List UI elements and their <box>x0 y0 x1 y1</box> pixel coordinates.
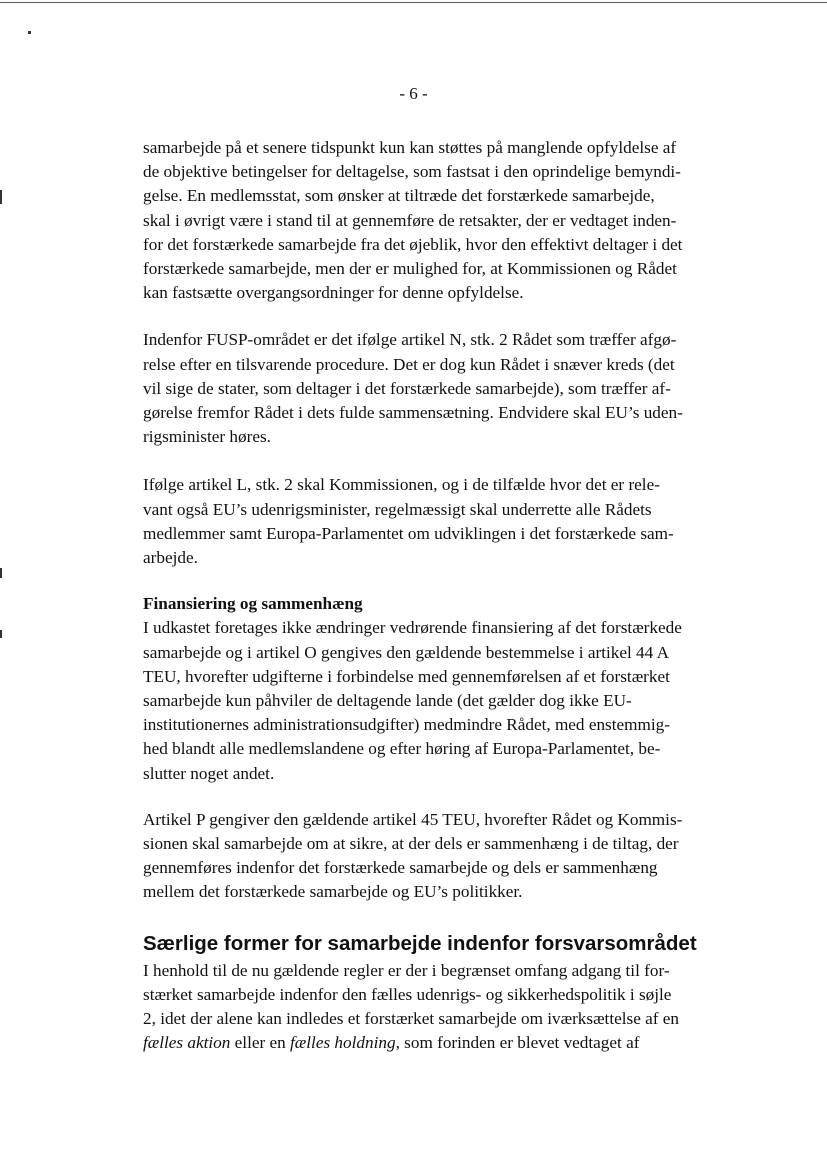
text-line: samarbejde kun påhviler de deltagende lande (det gælder dog ikke EU- <box>143 691 632 711</box>
scan-top-border <box>0 2 827 3</box>
text-line: institutionernes administrationsudgifter) medmindre Rådet, med enstemmig- <box>143 715 670 735</box>
text-line: for det forstærkede samarbejde fra det øjeblik, hvor den effektivt deltager i det <box>143 234 683 254</box>
scan-edge-mark <box>0 630 2 638</box>
paragraph <box>143 959 743 1056</box>
text-fragment: eller en <box>230 1033 291 1053</box>
text-line: samarbejde og i artikel O gengives den gældende bestemmelse i artikel 44 A <box>143 642 669 662</box>
subheading: Finansiering og sammenhæng <box>143 594 363 614</box>
text-line: mellem det forstærkede samarbejde og EU’s politikker. <box>143 882 523 902</box>
text-line: rigsminister høres. <box>143 427 271 447</box>
text-fragment: , som forinden er blevet vedtaget af <box>395 1033 640 1053</box>
paragraph <box>143 616 743 785</box>
italic-term: fælles aktion <box>143 1033 231 1053</box>
paragraph <box>143 473 743 570</box>
text-line: I udkastet foretages ikke ændringer vedrørende finansiering af det forstærkede <box>143 618 682 638</box>
scan-edge-mark <box>0 190 2 204</box>
text-line: vil sige de stater, som deltager i det forstærkede samarbejde), som træffer af- <box>143 378 671 398</box>
text-line: de objektive betingelser for deltagelse, som fastsat i den oprindelige bemyndi- <box>143 162 681 182</box>
text-line: medlemmer samt Europa-Parlamentet om udviklingen i det forstærkede sam- <box>143 523 674 543</box>
text-line: gørelse fremfor Rådet i dets fulde sammensætning. Endvidere skal EU’s uden- <box>143 403 683 423</box>
italic-term: fælles holdning <box>290 1033 396 1053</box>
page-number: - 6 - <box>399 84 428 103</box>
section-heading: Særlige former for samarbejde indenfor forsvarsområdet <box>143 931 697 955</box>
text-line: Ifølge artikel L, stk. 2 skal Kommissionen, og i de tilfælde hvor det er rele- <box>143 475 660 495</box>
scan-edge-mark <box>0 568 2 578</box>
document-body <box>143 136 743 1056</box>
paragraph <box>143 328 743 449</box>
text-line: vant også EU’s udenrigsminister, regelmæssigt skal underrette alle Rådets <box>143 499 652 519</box>
paragraph <box>143 808 743 905</box>
text-line: gelse. En medlemsstat, som ønsker at tiltræde det forstærkede samarbejde, <box>143 186 655 206</box>
text-line: arbejde. <box>143 548 198 568</box>
text-line: samarbejde på et senere tidspunkt kun kan støttes på manglende opfyldelse af <box>143 138 677 157</box>
text-line: Artikel P gengiver den gældende artikel 45 TEU, hvorefter Rådet og Kommis- <box>143 809 683 829</box>
text-line: TEU, hvorefter udgifterne i forbindelse med gennemførelsen af et forstærket <box>143 666 670 686</box>
scan-dot-mark <box>28 31 31 34</box>
text-line: forstærkede samarbejde, men der er mulighed for, at Kommissionen og Rådet <box>143 259 677 279</box>
text-line: I henhold til de nu gældende regler er der i begrænset omfang adgang til for- <box>143 960 670 980</box>
text-line: 2, idet der alene kan indledes et forstærket samarbejde om iværksættelse af en <box>143 1009 679 1029</box>
text-line: sionen skal samarbejde om at sikre, at der dels er sammenhæng i de tiltag, der <box>143 834 679 854</box>
text-line: kan fastsætte overgangsordninger for denne opfyldelse. <box>143 283 524 303</box>
text-line: Indenfor FUSP-området er det ifølge artikel N, stk. 2 Rådet som træffer afgø- <box>143 330 677 350</box>
text-line-mixed <box>143 1031 743 1055</box>
text-line: gennemføres indenfor det forstærkede samarbejde og dels er sammenhæng <box>143 858 658 878</box>
text-line: skal i øvrigt være i stand til at gennemføre de retsakter, der er vedtaget inden- <box>143 210 677 230</box>
text-line: slutter noget andet. <box>143 763 275 783</box>
text-line: stærket samarbejde indenfor den fælles udenrigs- og sikkerhedspolitik i søjle <box>143 984 672 1004</box>
paragraph <box>143 136 743 305</box>
text-line: relse efter en tilsvarende procedure. Det er dog kun Rådet i snæver kreds (det <box>143 354 675 374</box>
text-line: hed blandt alle medlemslandene og efter høring af Europa-Parlamentet, be- <box>143 739 661 759</box>
